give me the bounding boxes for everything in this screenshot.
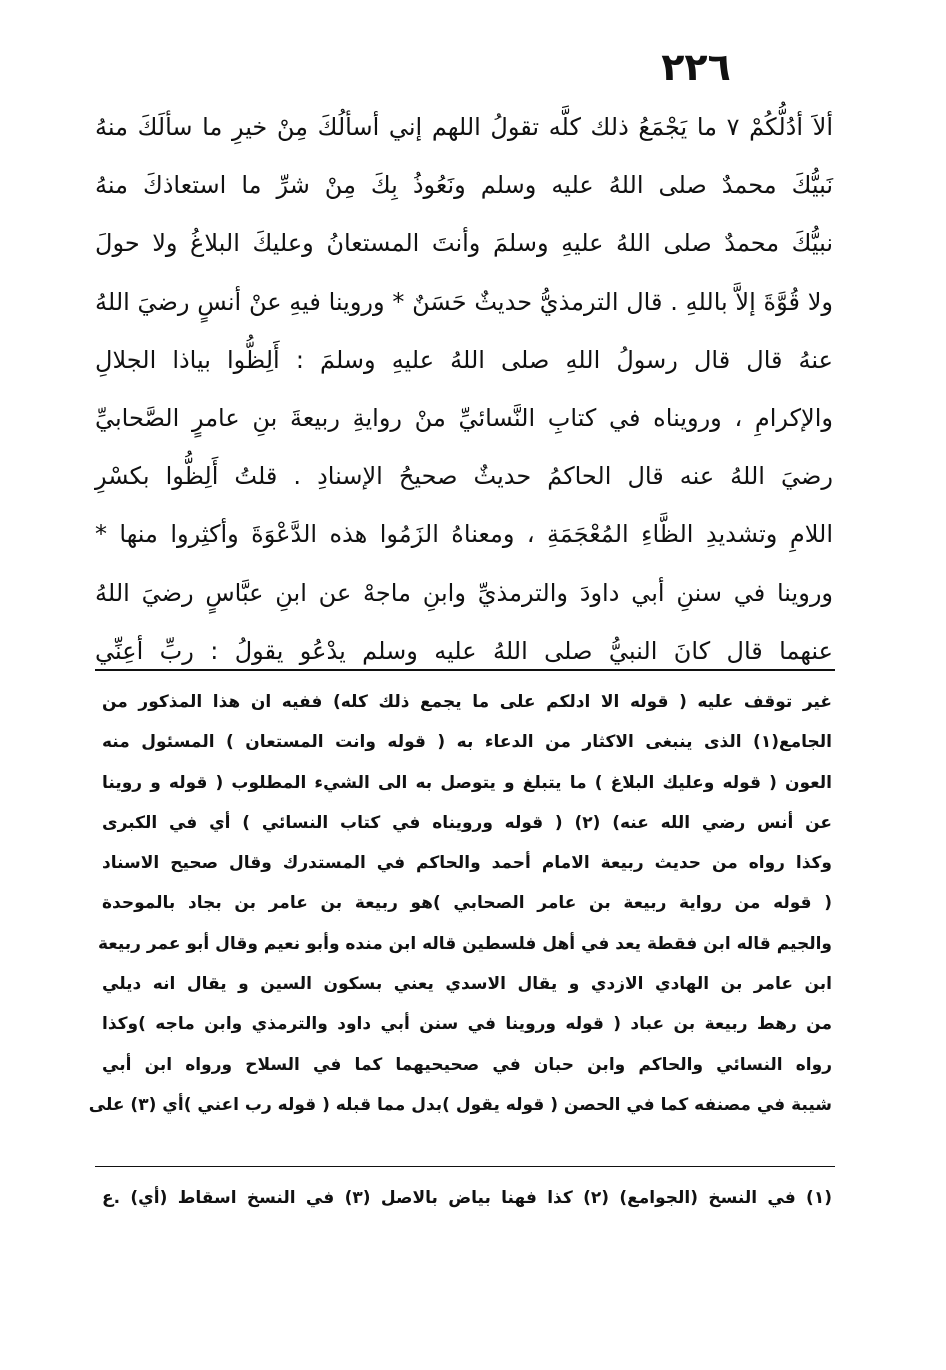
main-text-line: اللامِ وتشديدِ الظَّاءِ المُعْجَمَةِ ، ومعناهُ الزَمُوا هذه الدَّعْوَةَ وأكثِروا منها * — [95, 520, 833, 549]
commentary-line: عن أنس رضي الله عنه) (٢) ( قوله ورويناه في كتاب النسائي ) أي في الكبرى — [102, 812, 832, 833]
footnote-divider — [95, 1166, 835, 1167]
divider-rule — [95, 669, 835, 671]
footnotes: (١) في النسخ (الجوامع) (٢) كذا فهنا بياض بالاصل (٣) في النسخ اسقاط (أي) .ع — [102, 1188, 833, 1208]
commentary-line: شيبة في مصنفه كما في الحصن ( قوله يقول )بدل مما قبله ( قوله رب اعني )أي (٣) على — [88, 1094, 832, 1115]
main-text-line: والإكرامِ ، ورويناه في كتابِ النَّسائيِّ منْ روايةِ ربيعةَ بنِ عامرٍ الصَّحابيِّ — [95, 403, 833, 432]
commentary-line: من رهط ربيعة بن عباد ( قوله وروينا في سنن أبي داود والترمذي وابن ماجه )وكذا — [102, 1014, 832, 1035]
commentary-line: وكذا رواه من حديث ربيعة الامام أحمد والحاكم في المستدرك وقال صحيح الاسناد — [102, 853, 832, 874]
main-text-line: رضيَ اللهُ عنه قال الحاكمُ حديثٌ صحيحُ الإسنادِ . قلتُ أَلِظُّوا بكسْرِ — [95, 462, 833, 491]
commentary-line: ( قوله من رواية ربيعة بن عامر الصحابي )هو ربيعة بن عامر بن بجاد بالموحدة — [102, 893, 832, 914]
main-text — [95, 98, 833, 680]
page-number: ٢٢٦ — [661, 45, 731, 89]
commentary-line: والجيم قاله ابن فقطة يعد في أهل فلسطين قاله ابن منده وأبو نعيم وقال أبو عمر ربيعة — [97, 933, 832, 954]
commentary-line: العون ( قوله وعليك البلاغ ) ما يتبلغ و يتوصل به الى الشيء المطلوب ( قوله و روينا — [102, 772, 832, 793]
main-text-line: وروينا في سننِ أبي داودَ والترمذيِّ وابنِ ماجهْ عن ابنِ عبَّاسٍ رضيَ اللهُ — [95, 578, 833, 607]
main-text-line: ألاَ أدُلُّكُمْ ٧ ما يَجْمَعُ ذلك كلَّه تقولُ اللهم إني أسألُكَ مِنْ خيرِ ما سألَكَ منهُ — [95, 113, 834, 141]
main-text-line: عنهما قال كانَ النبيُّ صلى اللهُ عليه وسلم يدْعُو يقولُ : ربِّ أعِنِّي — [95, 636, 833, 665]
commentary-line: رواه النسائي والحاكم وابن حبان في صحيحيهما كما في السلاح ورواه ابن أبي — [102, 1054, 832, 1075]
main-text-line: عنهُ قال قال رسولُ اللهِ صلى اللهُ عليهِ وسلمَ : أَلِظُّوا بياذا الجلالِ — [95, 345, 833, 374]
commentary-line: الجامع(١) الذى ينبغى الاكثار من الدعاء به ( قوله وانت المستعان ) المسئول منه — [102, 732, 832, 753]
commentary-line: غير توقف عليه ( قوله الا ادلكم على ما يجمع ذلك كله) ففيه ان هذا المذكور من — [102, 692, 832, 712]
commentary-line: ابن عامر بن الهادي الازدي و يقال الاسدي يعني بسكون السين و يقال انه ديلي — [102, 974, 832, 995]
commentary — [88, 682, 832, 1125]
main-text-line: نَبيُّكَ محمدٌ صلى اللهُ عليه وسلم ونَعُوذُ بِكَ مِنْ شرِّ ما استعاذكَ منهُ — [95, 171, 833, 200]
main-text-line: ولا قُوَّةَ إلاَّ باللهِ . قال الترمذيُّ حديثٌ حَسَنٌ * وروينا فيهِ عنْ أنسٍ رضيَ اللهُ — [95, 287, 833, 316]
main-text-line: نبيُّكَ محمدٌ صلى اللهُ عليهِ وسلمَ وأنتَ المستعانُ وعليكَ البلاغُ ولا حولَ — [95, 229, 833, 258]
